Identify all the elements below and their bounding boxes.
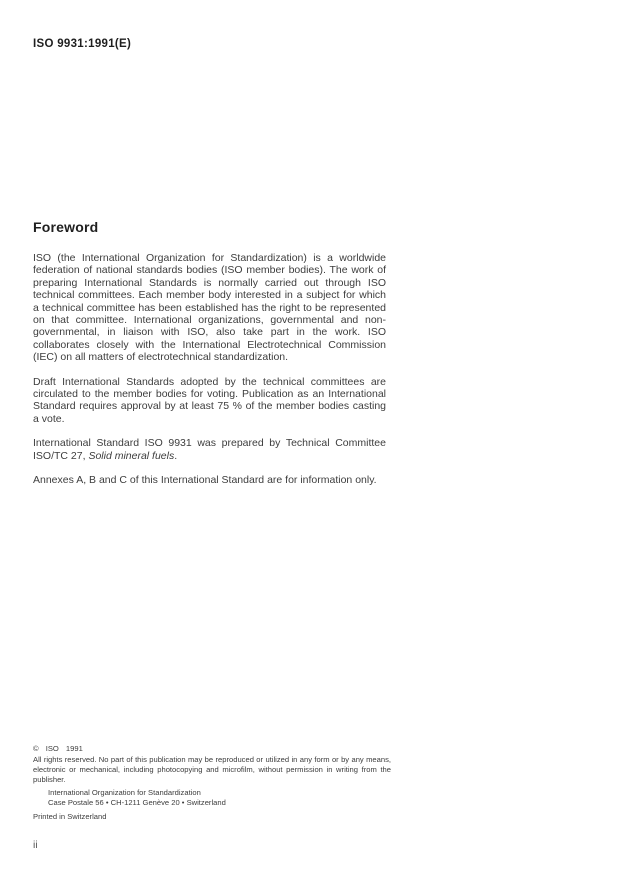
doc-reference: ISO 9931:1991(E)	[33, 38, 132, 50]
printed-note: Printed in Switzerland	[33, 812, 107, 821]
paragraph-iso-federation: ISO (the International Organization for Standardization) is a worldwide federation of national standards bodies (ISO member bodies). The work of preparing International Standards is normally carried out through ISO technical committees. Each member body interested in a subject for which a technical committee has been established has the right to be represented on that committee. International organizations, governmental and non-governmental, in liaison with ISO, also take part in the work. ISO collaborates closely with the International Electrotechnical Commission (IEC) on all matters of electrotechnical standardization.	[33, 252, 386, 364]
paragraph-draft-standards: Draft International Standards adopted by the technical committees are circulated to the member bodies for voting. Publication as an International Standard requires approval by at least 75 % of the member bodies casting a vote.	[33, 375, 386, 425]
committee-text: International Standard ISO 9931 was prepared by Technical Committee ISO/TC 27,	[33, 437, 386, 462]
foreword-section	[33, 220, 386, 499]
committee-period: .	[174, 449, 178, 462]
copyright-block	[33, 744, 391, 822]
page-number: ii	[33, 839, 38, 851]
rights-text: All rights reserved. No part of this publication may be reproduced or utilized in any form or by any means, electronic or mechanical, including photocopying and microfilm, without permission in writing from the publisher.	[33, 755, 391, 784]
paragraph-committee	[33, 437, 386, 462]
address-line-organization: International Organization for Standardization	[48, 788, 201, 797]
address-line-location: Case Postale 56 • CH-1211 Genève 20 • Switzerland	[48, 798, 226, 807]
publisher-address	[48, 788, 391, 808]
paragraph-annexes: Annexes A, B and C of this International Standard are for information only.	[33, 474, 377, 487]
committee-italic-title: Solid mineral fuels	[88, 449, 175, 462]
foreword-title: Foreword	[33, 219, 99, 235]
copyright-line: © ISO 1991	[33, 744, 83, 753]
